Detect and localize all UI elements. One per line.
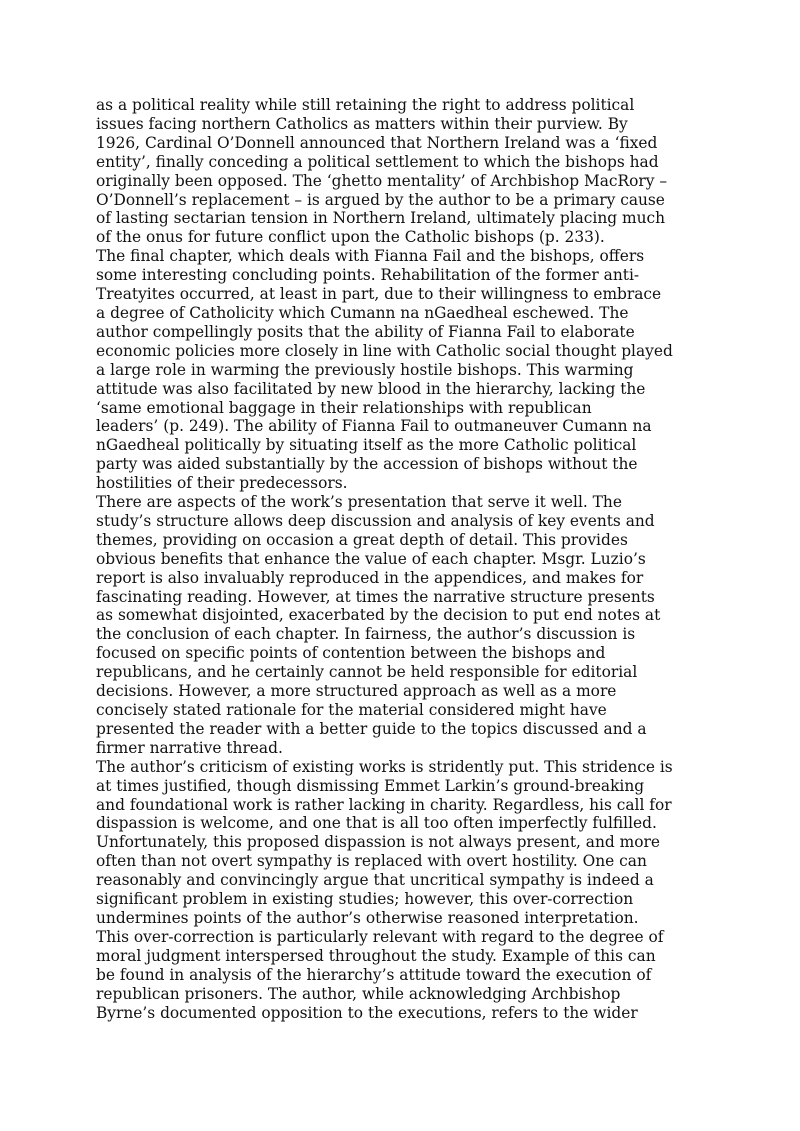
- text-line: There are aspects of the work’s presentation that serve it well. The: [96, 493, 622, 512]
- text-line: Unfortunately, this proposed dispassion is not always present, and more: [96, 833, 660, 852]
- text-line: fascinating reading. However, at times the narrative structure presents: [96, 587, 655, 606]
- text-line: O’Donnell’s replacement – is argued by the author to be a primary cause: [96, 190, 665, 209]
- text-line: entity’, finally conceding a political settlement to which the bishops had: [96, 152, 659, 171]
- text-line: often than not overt sympathy is replaced with overt hostility. One can: [96, 852, 647, 871]
- text-line: firmer narrative thread.: [96, 738, 283, 757]
- text-line: dispassion is welcome, and one that is all too often imperfectly fulfilled.: [96, 814, 657, 833]
- text-line: of lasting sectarian tension in Northern Ireland, ultimately placing much: [96, 209, 666, 228]
- text-line: undermines points of the author’s otherwise reasoned interpretation.: [96, 908, 639, 927]
- text-line: study’s structure allows deep discussion and analysis of key events and: [96, 511, 655, 530]
- text-line: The author’s criticism of existing works is stridently put. This stridence is: [96, 757, 673, 776]
- text-line: 1926, Cardinal O’Donnell announced that Northern Ireland was a ‘fixed: [96, 133, 658, 152]
- text-line: obvious benefits that enhance the value of each chapter. Msgr. Luzio’s: [96, 549, 646, 568]
- text-line: economic policies more closely in line with Catholic social thought played: [96, 341, 673, 360]
- text-line: focused on specific points of contention between the bishops and: [96, 644, 606, 663]
- text-line: be found in analysis of the hierarchy’s attitude toward the execution of: [96, 965, 652, 984]
- text-line: reasonably and convincingly argue that uncritical sympathy is indeed a: [96, 871, 654, 890]
- text-line: at times justified, though dismissing Emmet Larkin’s ground-breaking: [96, 776, 645, 795]
- text-line: a large role in warming the previously hostile bishops. This warming: [96, 360, 634, 379]
- text-line: decisions. However, a more structured approach as well as a more: [96, 682, 617, 701]
- paragraph: [96, 247, 708, 493]
- paragraph: [96, 758, 708, 1023]
- text-line: nGaedheal politically by situating itself as the more Catholic political: [96, 436, 637, 455]
- text-line: republicans, and he certainly cannot be held responsible for editorial: [96, 663, 638, 682]
- text-line: originally been opposed. The ‘ghetto mentality’ of Archbishop MacRory –: [96, 171, 668, 190]
- text-line: party was aided substantially by the accession of bishops without the: [96, 455, 638, 474]
- text-line: some interesting concluding points. Rehabilitation of the former anti-: [96, 266, 640, 285]
- text-line: ‘same emotional baggage in their relationships with republican: [96, 398, 592, 417]
- text-line: report is also invaluably reproduced in the appendices, and makes for: [96, 568, 644, 587]
- body-text: [96, 96, 708, 1022]
- text-line: of the onus for future conflict upon the Catholic bishops (p. 233).: [96, 228, 605, 247]
- text-line: concisely stated rationale for the material considered might have: [96, 701, 607, 719]
- text-line: the conclusion of each chapter. In fairness, the author’s discussion is: [96, 625, 636, 644]
- text-line: Byrne’s documented opposition to the executions, refers to the wider: [96, 1003, 638, 1022]
- text-line: as somewhat disjointed, exacerbated by the decision to put end notes at: [96, 606, 661, 625]
- text-line: themes, providing on occasion a great depth of detail. This provides: [96, 530, 628, 549]
- text-line: issues facing northern Catholics as matters within their purview. By: [96, 114, 628, 133]
- text-line: leaders’ (p. 249). The ability of Fianna Fail to outmaneuver Cumann na: [96, 417, 652, 436]
- text-line: as a political reality while still retaining the right to address political: [96, 96, 635, 114]
- text-line: presented the reader with a better guide to the topics discussed and a: [96, 719, 647, 738]
- text-line: and foundational work is rather lacking in charity. Regardless, his call for: [96, 795, 672, 814]
- text-line: This over-correction is particularly relevant with regard to the degree of: [96, 927, 664, 946]
- paragraph: [96, 493, 708, 758]
- text-line: hostilities of their predecessors.: [96, 474, 348, 493]
- text-line: The final chapter, which deals with Fianna Fail and the bishops, offers: [96, 247, 645, 266]
- text-line: moral judgment interspersed throughout the study. Example of this can: [96, 946, 656, 965]
- text-line: attitude was also facilitated by new blood in the hierarchy, lacking the: [96, 379, 646, 398]
- text-line: republican prisoners. The author, while acknowledging Archbishop: [96, 984, 621, 1003]
- text-line: a degree of Catholicity which Cumann na nGaedheal eschewed. The: [96, 303, 629, 322]
- text-line: significant problem in existing studies; however, this over-correction: [96, 890, 634, 909]
- text-line: author compellingly posits that the ability of Fianna Fail to elaborate: [96, 322, 635, 341]
- text-line: Treatyites occurred, at least in part, due to their willingness to embrace: [96, 285, 662, 304]
- paragraph: [96, 96, 708, 247]
